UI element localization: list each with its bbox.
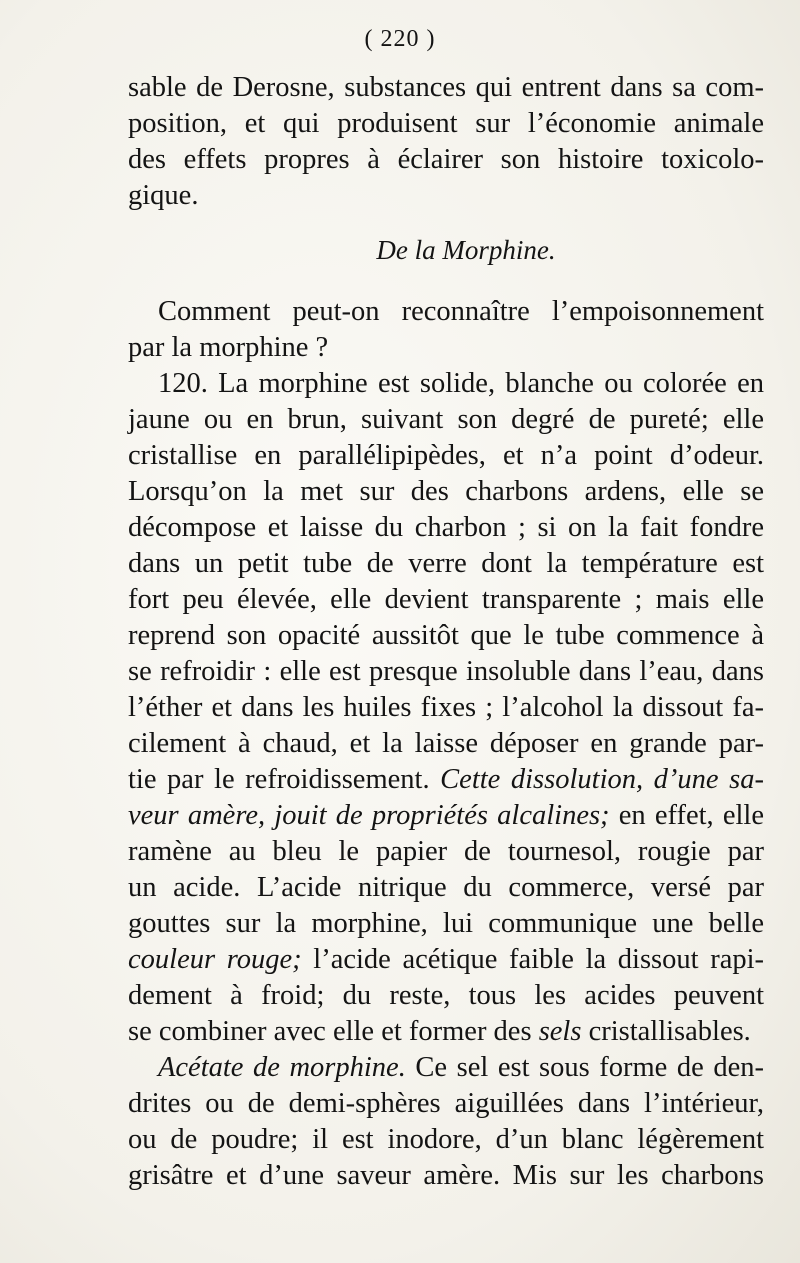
text-run: Ce sel est sous forme de den- (405, 1052, 764, 1083)
italic-run: Acétate de morphine. (158, 1052, 406, 1083)
text-line: l’éther et dans les huiles fixes ; l’alcohol la dissout fa- (128, 692, 764, 723)
text-line (128, 1050, 764, 1086)
text-line: se refroidir : elle est presque insoluble dans l’eau, dans (128, 656, 764, 687)
question-line: par la morphine ? (128, 332, 329, 363)
text-line: cilement à chaud, et la laisse déposer en grande par- (128, 728, 764, 759)
text-line (128, 798, 764, 834)
text-line: jaune ou en brun, suivant son degré de pureté; elle (128, 404, 764, 435)
text-line: des effets propres à éclairer son histoire toxicolo- (128, 144, 764, 175)
text-run: en effet, elle (609, 800, 764, 831)
text-line: dans un petit tube de verre dont la température est (128, 548, 764, 579)
text-line (128, 762, 764, 798)
text-line: cristallise en parallélipipèdes, et n’a point d’odeur. (128, 440, 764, 471)
italic-run: Cette dissolution, d’une sa- (440, 764, 764, 795)
text-line: un acide. L’acide nitrique du commerce, versé par (128, 872, 764, 903)
text-run: cristallisables. (581, 1016, 751, 1047)
text-line: reprend son opacité aussitôt que le tube commence à (128, 620, 764, 651)
text-line: dement à froid; du reste, tous les acides peuvent (128, 980, 764, 1011)
text-run: se combiner avec elle et former des (128, 1016, 539, 1047)
text-run: l’acide acétique faible la dissout rapi- (301, 944, 764, 975)
page-number: ( 220 ) (364, 26, 436, 52)
text-run: tie par le refroidissement. (128, 764, 441, 795)
text-line: drites ou de demi-sphères aiguillées dans l’intérieur, (128, 1088, 764, 1119)
section-heading: De la Morphine. (376, 235, 556, 265)
text-line: gique. (128, 180, 199, 211)
question-line: Comment peut-on reconnaître l’empoisonnement (158, 296, 764, 327)
text-line (128, 942, 764, 978)
italic-run: couleur rouge; (128, 944, 302, 975)
text-line: Lorsqu’on la met sur des charbons ardens, elle se (128, 476, 764, 507)
text-line: grisâtre et d’une saveur amère. Mis sur les charbons (128, 1160, 764, 1191)
italic-run: sels (538, 1016, 582, 1047)
page-text (128, 70, 764, 1194)
italic-run: veur amère, jouit de propriétés alcalines; (128, 800, 610, 831)
text-line: position, et qui produisent sur l’économie animale (128, 108, 764, 139)
text-line: ou de poudre; il est inodore, d’un blanc légèrement (128, 1124, 764, 1155)
text-line: 120. La morphine est solide, blanche ou colorée en (158, 368, 764, 399)
text-line: sable de Derosne, substances qui entrent dans sa com- (128, 72, 764, 103)
text-line (128, 1014, 764, 1050)
text-line: décompose et laisse du charbon ; si on la fait fondre (128, 512, 764, 543)
text-line: fort peu élevée, elle devient transparente ; mais elle (128, 584, 764, 615)
text-line: ramène au bleu le papier de tournesol, rougie par (128, 836, 764, 867)
text-line: gouttes sur la morphine, lui communique une belle (128, 908, 764, 939)
